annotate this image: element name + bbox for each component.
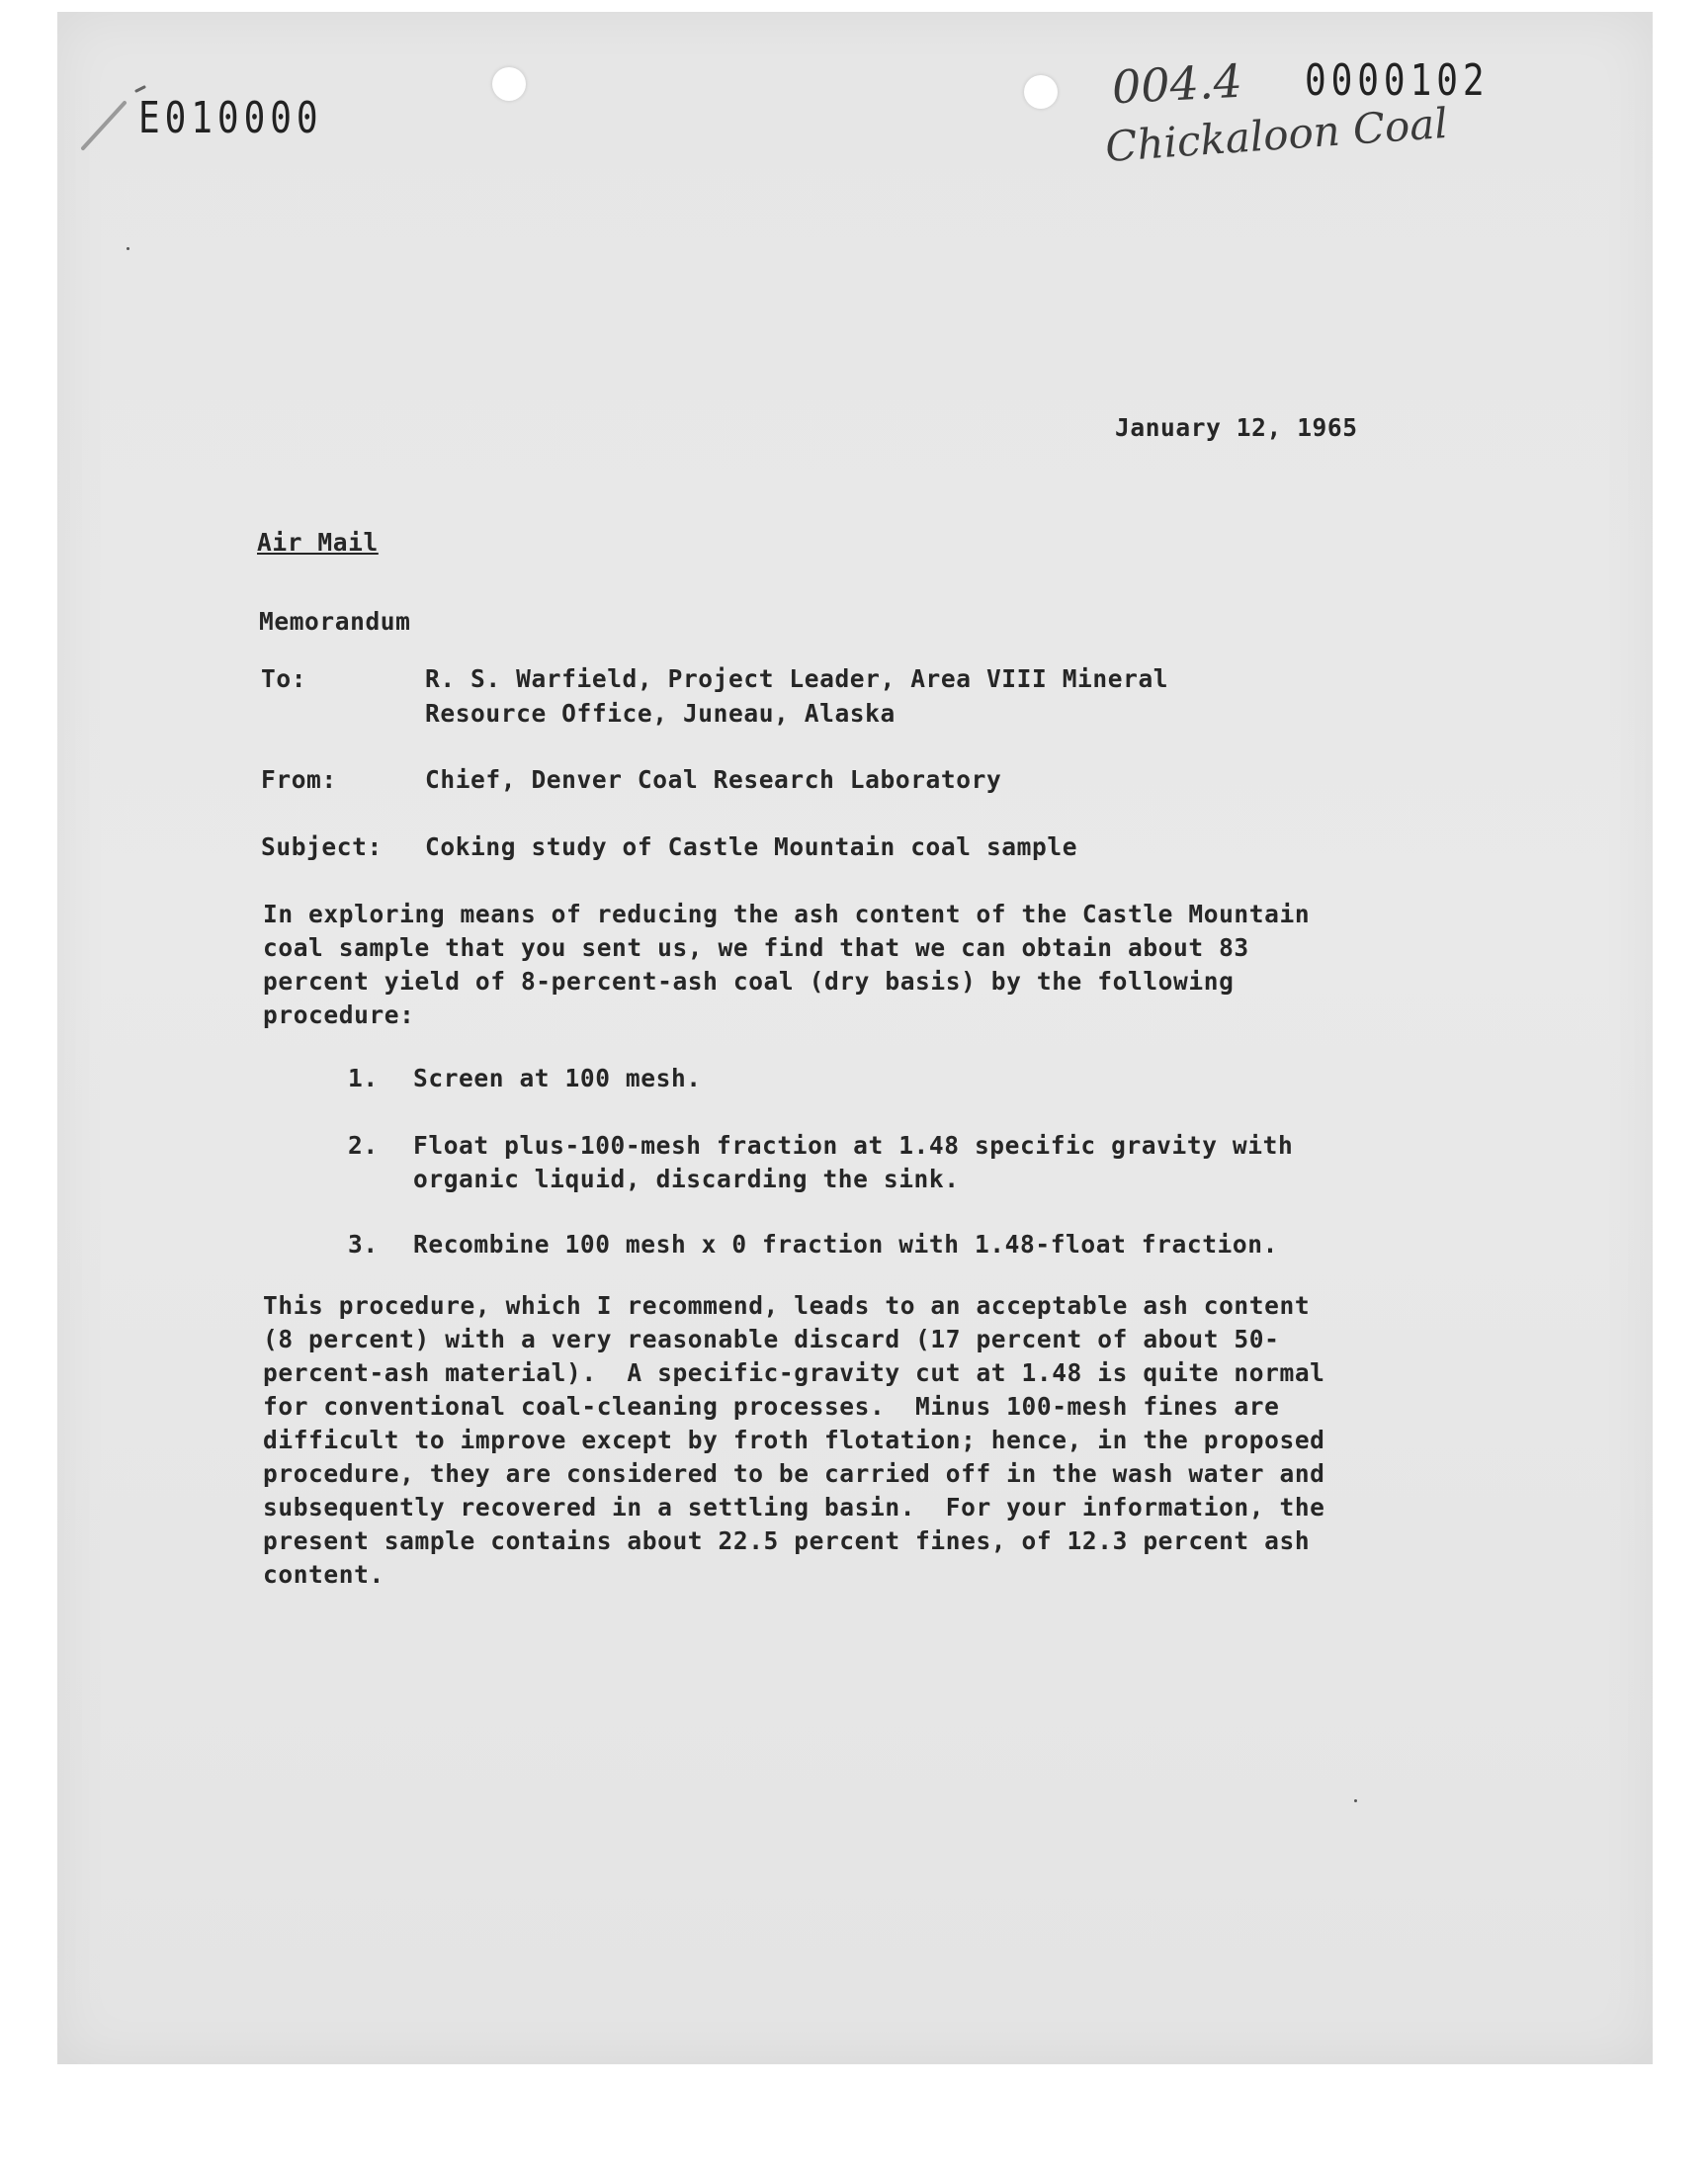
paragraph-line: difficult to improve except by froth flotation; hence, in the proposed — [263, 1426, 1325, 1454]
to-label: To: — [261, 664, 307, 693]
step-number: 3. — [348, 1230, 379, 1259]
paragraph-line: content. — [263, 1560, 384, 1589]
scan-speck — [127, 247, 129, 250]
memo-page — [57, 12, 1653, 2064]
from-label: From: — [261, 765, 337, 794]
archive-stamp-right: 0000102 — [1305, 55, 1490, 106]
step-text: organic liquid, discarding the sink. — [413, 1165, 960, 1193]
paragraph-line: present sample contains about 22.5 percent fines, of 12.3 percent ash — [263, 1526, 1311, 1555]
memorandum-title: Memorandum — [259, 607, 411, 636]
paragraph-line: coal sample that you sent us, we find that we can obtain about 83 — [263, 933, 1249, 962]
air-mail-heading: Air Mail — [257, 528, 379, 557]
to-value-line-1: R. S. Warfield, Project Leader, Area VIII Mineral — [425, 664, 1169, 693]
step-text: Float plus-100-mesh fraction at 1.48 specific gravity with — [413, 1131, 1294, 1160]
paragraph-line: for conventional coal-cleaning processes. Minus 100-mesh fines are — [263, 1392, 1280, 1421]
scan-speck — [1354, 1799, 1357, 1802]
handwritten-file-code: 004.4 — [1110, 53, 1244, 115]
punch-hole-right — [1024, 75, 1058, 109]
paragraph-line: In exploring means of reducing the ash content of the Castle Mountain — [263, 900, 1311, 928]
paragraph-line: procedure, they are considered to be carried off in the wash water and — [263, 1459, 1325, 1488]
step-text: Screen at 100 mesh. — [413, 1064, 702, 1092]
subject-label: Subject: — [261, 832, 383, 861]
archive-stamp-left: E010000 — [138, 93, 323, 143]
paragraph-line: This procedure, which I recommend, leads to an acceptable ash content — [263, 1291, 1311, 1320]
paragraph-line: (8 percent) with a very reasonable discard (17 percent of about 50- — [263, 1325, 1280, 1353]
from-value: Chief, Denver Coal Research Laboratory — [425, 765, 1002, 794]
step-number: 1. — [348, 1064, 379, 1092]
handwritten-note: Chickaloon Coal — [1103, 98, 1450, 172]
subject-value: Coking study of Castle Mountain coal sample — [425, 832, 1078, 861]
memo-date: January 12, 1965 — [1115, 413, 1358, 442]
punch-hole-left — [492, 67, 526, 101]
paragraph-line: percent-ash material). A specific-gravity cut at 1.48 is quite normal — [263, 1358, 1325, 1387]
step-number: 2. — [348, 1131, 379, 1160]
paragraph-line: percent yield of 8-percent-ash coal (dry basis) by the following — [263, 967, 1235, 996]
to-value-line-2: Resource Office, Juneau, Alaska — [425, 699, 896, 728]
step-text: Recombine 100 mesh x 0 fraction with 1.48-float fraction. — [413, 1230, 1278, 1259]
paragraph-line: subsequently recovered in a settling basin. For your information, the — [263, 1493, 1325, 1522]
paragraph-line: procedure: — [263, 1000, 415, 1029]
